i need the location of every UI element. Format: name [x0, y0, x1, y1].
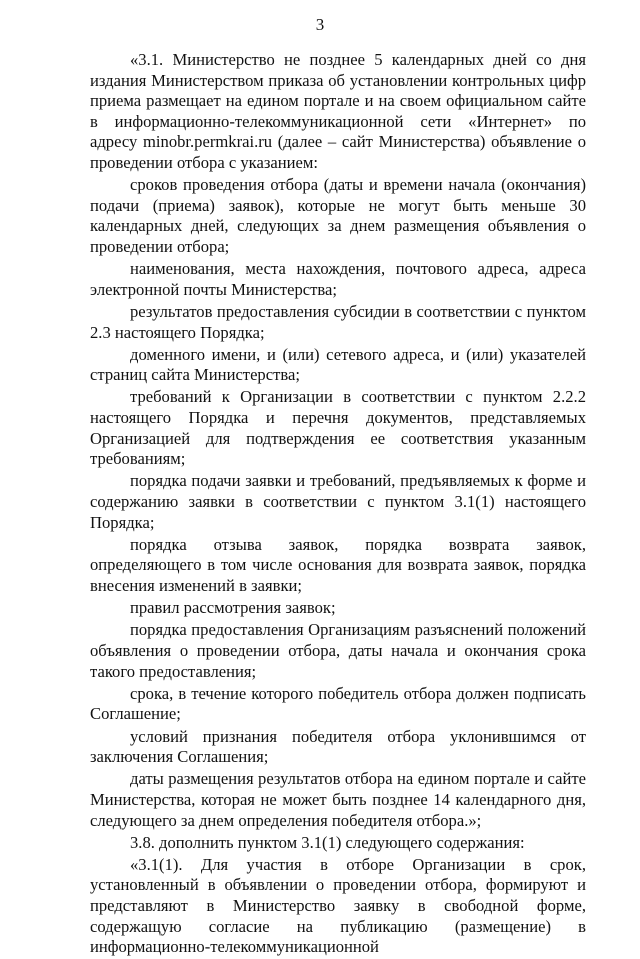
list-item-domain-name: доменного имени, и (или) сетевого адреса, и (или) указателей страниц сайта Министерства;: [90, 344, 586, 385]
document-body: [90, 50, 586, 959]
list-item-clarifications: порядка предоставления Организациям разъяснений положений объявления о проведении отбора, даты начала и окончания срока такого предоставления;: [90, 620, 586, 681]
list-item-results-publication: даты размещения результатов отбора на едином портале и сайте Министерства, которая не может быть позднее 14 календарного дня, следующего за днем определения победителя отбора.»;: [90, 769, 586, 830]
list-item-signing-deadline: срока, в течение которого победитель отбора должен подписать Соглашение;: [90, 683, 586, 724]
paragraph-3-1: «3.1. Министерство не позднее 5 календарных дней со дня издания Министерством приказа об установлении контрольных цифр приема размещает на едином портале и на своем официальном сайте в информационно-телекоммуникационной сети «Интернет» по адресу minobr.permkrai.ru (далее – сайт Министерства) объявление о проведении отбора с указанием:: [90, 50, 586, 172]
list-item-deadlines: сроков проведения отбора (даты и времени начала (окончания) подачи (приема) заявок), которые не могут быть меньше 30 календарных дней, следующих за днем размещения объявления о проведении отбора;: [90, 175, 586, 256]
list-item-withdrawal-procedure: порядка отзыва заявок, порядка возврата заявок, определяющего в том числе основания для возврата заявок, порядка внесения изменений в заявки;: [90, 534, 586, 595]
list-item-evasion-conditions: условий признания победителя отбора уклонившимся от заключения Соглашения;: [90, 726, 586, 767]
list-item-review-rules: правил рассмотрения заявок;: [130, 598, 336, 618]
page-number: 3: [315, 15, 325, 34]
list-item-application-procedure: порядка подачи заявки и требований, предъявляемых к форме и содержанию заявки в соответствии с пунктом 3.1(1) настоящего Порядка;: [90, 471, 586, 532]
paragraph-3-1-1: «3.1(1). Для участия в отборе Организации в срок, установленный в объявлении о проведении отбора, формируют и представляют в Министерство заявку в свободной форме, содержащую согласие на публикацию (размещение) в информационно-телекоммуникационной: [90, 854, 586, 957]
paragraph-3-8: 3.8. дополнить пунктом 3.1(1) следующего содержания:: [130, 832, 525, 852]
list-item-organization-requirements: требований к Организации в соответствии с пунктом 2.2.2 настоящего Порядка и перечня документов, представляемых Организацией для подтверждения ее соответствия указанным требованиям;: [90, 387, 586, 469]
list-item-subsidy-results: результатов предоставления субсидии в соответствии с пунктом 2.3 настоящего Порядка;: [90, 301, 586, 342]
list-item-ministry-contacts: наименования, места нахождения, почтового адреса, адреса электронной почты Министерства;: [90, 259, 586, 299]
